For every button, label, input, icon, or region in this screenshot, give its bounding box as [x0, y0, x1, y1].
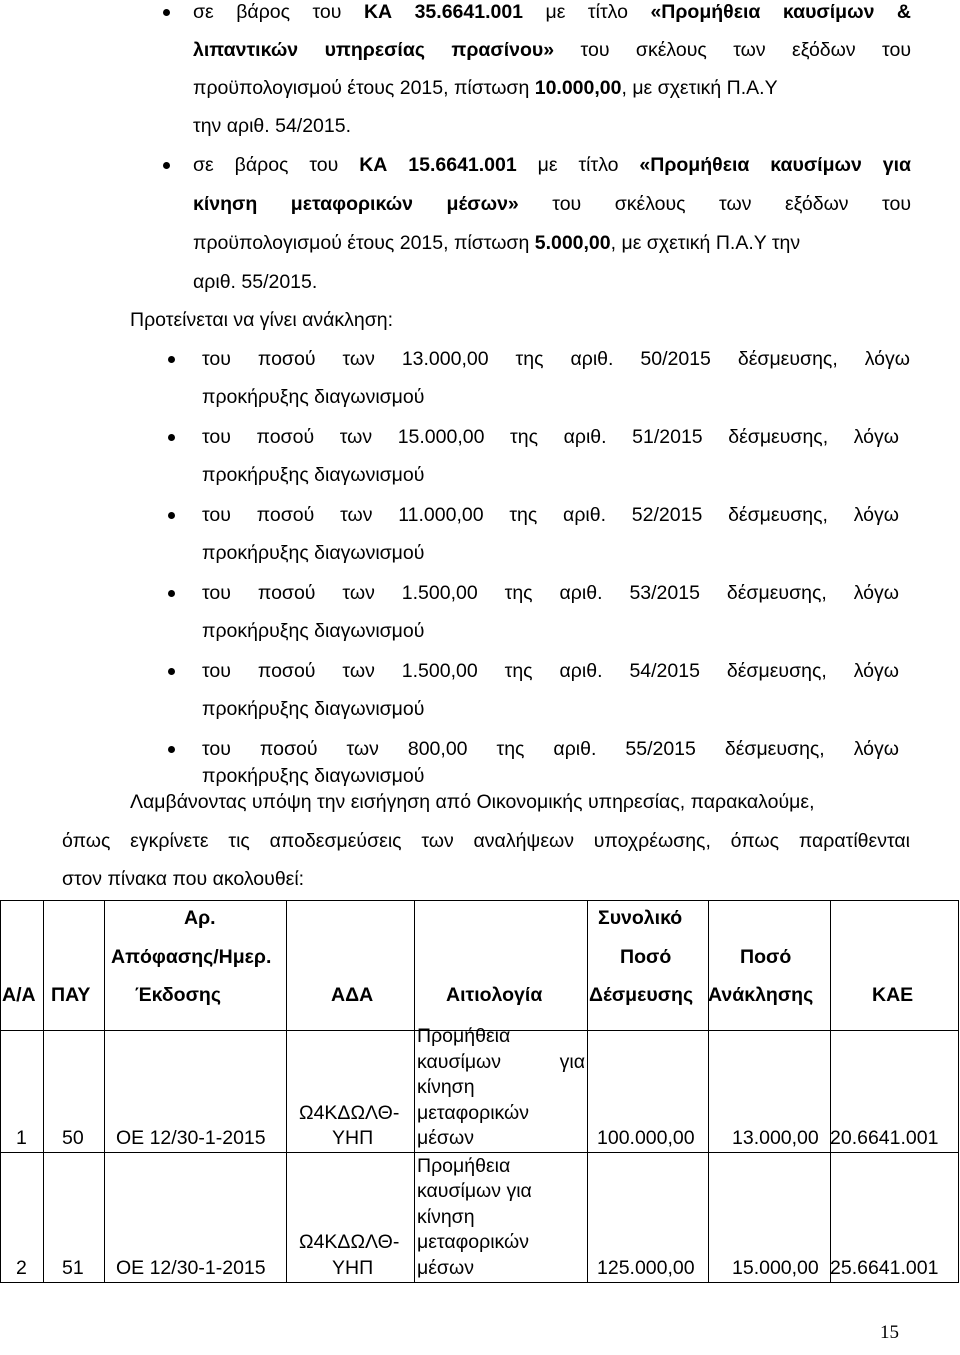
- item2-line4: αριθ. 55/2015.: [193, 271, 318, 293]
- header-pay: ΠΑΥ: [51, 984, 91, 1006]
- table-border: [0, 900, 959, 901]
- revocation-line1: του ποσού των 11.000,00 της αριθ. 52/2015 δέσμευσης, λόγω: [202, 504, 899, 526]
- header-ar: Αρ.: [184, 907, 216, 929]
- revocation-line2: προκήρυξης διαγωνισμού: [202, 765, 425, 787]
- cell-ada: Ω4ΚΔΩΛΘ-: [299, 1231, 400, 1253]
- cell-aa: 1: [16, 1127, 27, 1149]
- cell-decision: ΟΕ 12/30-1-2015: [116, 1127, 266, 1149]
- table-border: [958, 900, 959, 1283]
- table-border: [830, 900, 831, 1283]
- item1-line3: προϋπολογισμού έτους 2015, πίστωση 10.000,00, με σχετική Π.Α.Υ: [193, 77, 778, 99]
- cell-reason: κίνηση: [417, 1076, 475, 1098]
- proposal-heading: Προτείνεται να γίνει ανάκληση:: [130, 309, 394, 331]
- cell-decision: ΟΕ 12/30-1-2015: [116, 1257, 266, 1279]
- bullet: [168, 356, 175, 363]
- revocation-line1: του ποσού των 1.500,00 της αριθ. 53/2015 δέσμευσης, λόγω: [202, 582, 899, 604]
- bullet: [168, 512, 175, 519]
- closing-line2: όπως εγκρίνετε τις αποδεσμεύσεις των αναλήψεων υποχρέωσης, όπως παρατίθενται: [62, 830, 910, 852]
- revocation-line2: προκήρυξης διαγωνισμού: [202, 698, 425, 720]
- cell-reason: μέσων: [417, 1127, 474, 1149]
- table-border: [0, 900, 1, 1283]
- cell-pay: 50: [62, 1127, 84, 1149]
- cell-reason: μεταφορικών: [417, 1102, 530, 1124]
- cell-reason: καυσίμων για: [417, 1051, 585, 1073]
- cell-pay: 51: [62, 1257, 84, 1279]
- table-border: [104, 900, 105, 1283]
- table-border: [414, 900, 415, 1283]
- item1-line4: την αριθ. 54/2015.: [193, 115, 351, 137]
- cell-reason: κίνηση: [417, 1206, 475, 1228]
- page-number: 15: [880, 1322, 899, 1343]
- cell-reason: μεταφορικών: [417, 1231, 530, 1253]
- revocation-line1: του ποσού των 800,00 της αριθ. 55/2015 δέσμευσης, λόγω: [202, 738, 899, 760]
- header-poso-desmeusis: Ποσό: [620, 946, 672, 968]
- cell-ada: ΥΗΠ: [332, 1257, 374, 1279]
- item2-line2: κίνηση μεταφορικών μέσων» του σκέλους των εξόδων του: [193, 193, 911, 215]
- commitments-table: [0, 900, 960, 1283]
- cell-kae: 25.6641.001: [830, 1257, 939, 1279]
- cell-ada: ΥΗΠ: [332, 1127, 374, 1149]
- table-border: [0, 1152, 959, 1153]
- item1-line1: σε βάρος του ΚΑ 35.6641.001 με τίτλο «Προμήθεια καυσίμων &: [193, 1, 911, 23]
- table-border: [43, 900, 44, 1283]
- revocation-line1: του ποσού των 1.500,00 της αριθ. 54/2015 δέσμευσης, λόγω: [202, 660, 899, 682]
- table-border: [0, 1282, 959, 1283]
- item2-line3: προϋπολογισμού έτους 2015, πίστωση 5.000,00, με σχετική Π.Α.Υ την: [193, 232, 801, 254]
- closing-line3: στον πίνακα που ακολουθεί:: [62, 868, 305, 890]
- table-border: [708, 900, 709, 1283]
- table-border: [286, 900, 287, 1283]
- cell-ada: Ω4ΚΔΩΛΘ-: [299, 1102, 400, 1124]
- cell-reason: μέσων: [417, 1257, 474, 1279]
- closing-line1: Λαμβάνοντας υπόψη την εισήγηση από Οικονομικής υπηρεσίας, παρακαλούμε,: [130, 791, 815, 813]
- header-desmeusis: Δέσμευσης: [589, 984, 694, 1006]
- header-ekdosis: Έκδοσης: [135, 984, 221, 1006]
- revocation-line1: του ποσού των 15.000,00 της αριθ. 51/2015 δέσμευσης, λόγω: [202, 426, 899, 448]
- header-anaklisis: Ανάκλησης: [708, 984, 814, 1006]
- revocation-line1: του ποσού των 13.000,00 της αριθ. 50/2015 δέσμευσης, λόγω: [202, 348, 910, 370]
- cell-kae: 20.6641.001: [830, 1127, 939, 1149]
- header-aa: Α/Α: [2, 984, 36, 1006]
- revocation-line2: προκήρυξης διαγωνισμού: [202, 386, 425, 408]
- bullet: [168, 668, 175, 675]
- revocation-line2: προκήρυξης διαγωνισμού: [202, 542, 425, 564]
- header-kae: ΚΑΕ: [872, 984, 914, 1006]
- header-synoliko: Συνολικό: [598, 907, 683, 929]
- cell-revoke: 13.000,00: [732, 1127, 819, 1149]
- bullet: [168, 434, 175, 441]
- cell-total: 100.000,00: [597, 1127, 695, 1149]
- header-aitiologia: Αιτιολογία: [446, 984, 543, 1006]
- bullet: [168, 746, 175, 753]
- table-border: [587, 900, 588, 1283]
- revocation-line2: προκήρυξης διαγωνισμού: [202, 464, 425, 486]
- bullet: [163, 162, 170, 169]
- header-apofasis: Απόφασης/Ημερ.: [111, 946, 272, 968]
- cell-total: 125.000,00: [597, 1257, 695, 1279]
- cell-reason: Προμήθεια: [417, 1155, 511, 1177]
- cell-revoke: 15.000,00: [732, 1257, 819, 1279]
- cell-reason: καυσίμων για: [417, 1180, 532, 1202]
- bullet: [168, 590, 175, 597]
- revocation-line2: προκήρυξης διαγωνισμού: [202, 620, 425, 642]
- bullet: [163, 9, 170, 16]
- item2-line1: σε βάρος του ΚΑ 15.6641.001 με τίτλο «Προμήθεια καυσίμων για: [193, 154, 911, 176]
- header-ada: ΑΔΑ: [331, 984, 374, 1006]
- cell-aa: 2: [16, 1257, 27, 1279]
- header-poso-anaklisis: Ποσό: [740, 946, 792, 968]
- item1-line2: λιπαντικών υπηρεσίας πρασίνου» του σκέλους των εξόδων του: [193, 39, 911, 61]
- cell-reason: Προμήθεια: [417, 1025, 511, 1047]
